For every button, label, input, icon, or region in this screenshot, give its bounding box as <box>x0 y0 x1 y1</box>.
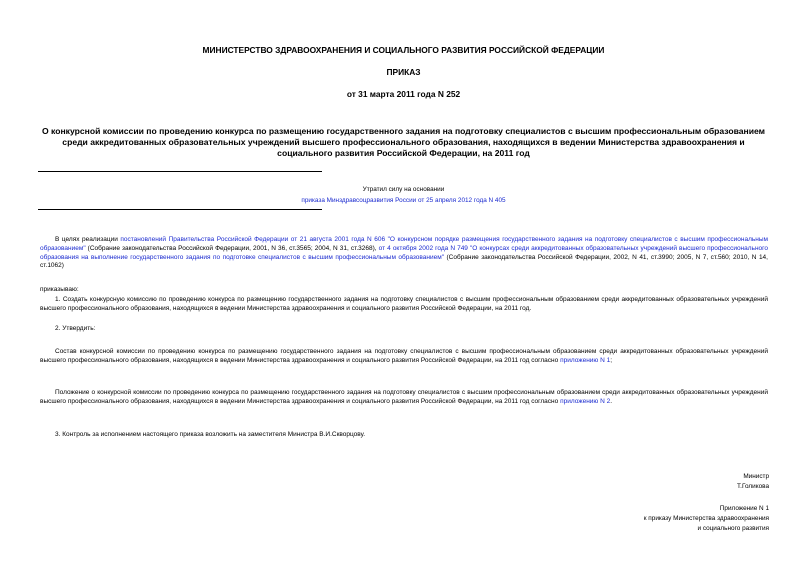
preamble-text-1: В целях реализации <box>55 236 118 243</box>
appendix-2-link[interactable]: приложению N 2 <box>560 397 611 405</box>
composition-tail: ; <box>610 356 613 364</box>
lost-force-text: Утратил силу на основании <box>362 186 445 193</box>
signature-name: Т.Голикова <box>736 483 769 490</box>
preamble-link-decree-606[interactable]: постановлений Правительства Российской Федерации от 21 августа 2001 года N 606 "О конкурсном порядке размещения государственного задания на подготовку специалистов с высшим профессиональным образованием" <box>40 236 768 252</box>
regulation-paragraph <box>40 389 768 407</box>
date-number-heading: от 31 марта 2011 года N 252 <box>346 89 461 99</box>
document-title: О конкурсной комиссии по проведению конкурса по размещению государственного задания на подготовку специалистов с высшим профессиональным образованием среди аккредитованных образовательных учреждений высшего профессионального образования, находящихся в ведении Министерства здравоохранения и социального развития Российской Федерации, на 2011 год <box>41 126 766 159</box>
regulation-text: Положение о конкурсной комиссии по проведению конкурса по размещению государственного задания на подготовку специалистов с высшим профессиональным образованием среди аккредитованных образовательных учреждений высшего профессионального образования, находящихся в ведении Министерства здравоохранения и социального развития Российской Федерации, на 2011 год согласно <box>40 389 768 405</box>
ministry-heading: МИНИСТЕРСТВО ЗДРАВООХРАНЕНИЯ И СОЦИАЛЬНОГО РАЗВИТИЯ РОССИЙСКОЙ ФЕДЕРАЦИИ <box>202 45 605 55</box>
doc-type-heading: ПРИКАЗ <box>386 67 421 77</box>
appendix-1-link[interactable]: приложению N 1 <box>560 356 611 364</box>
appendix-ref-line-1: к приказу Министерства здравоохранения <box>643 515 769 522</box>
lost-force-link[interactable]: приказа Минздравсоцразвития России от 25 апреля 2012 года N 405 <box>301 197 506 204</box>
appendix-label: Приложение N 1 <box>719 505 769 512</box>
item-2-paragraph: 2. Утвердить: <box>55 325 96 332</box>
preamble-paragraph <box>40 236 768 271</box>
preamble-link-decree-749[interactable]: от 4 октября 2002 года N 749 "О конкурсах среди аккредитованных образовательных учреждений высшего профессионального образования на выполнение государственного задания по подготовке специалистов с высшим профессиональным образованием" <box>40 244 768 261</box>
lost-force-line <box>0 196 807 205</box>
preamble-text-3: (Собрание законодательства Российской Федерации, 2002, N 41, ст.3990; 2005, N 7, ст.560; 2010, N 14, ст.1062) <box>40 253 768 270</box>
item-3-paragraph: 3. Контроль за исполнением настоящего приказа возложить на заместителя Министра В.И.Скворцову. <box>55 431 366 438</box>
appendix-ref-line-2: и социального развития <box>697 525 769 532</box>
item-1-paragraph: 1. Создать конкурсную комиссию по проведению конкурса по размещению государственного задания на подготовку специалистов с высшим профессиональным образованием среди аккредитованных образовательных учреждений высшего профессионального образования, находящихся в ведении Министерства здравоохранения и социального развития Российской Федерации, на 2011 год. <box>40 296 768 312</box>
signature-position: Министр <box>743 473 769 480</box>
separator-top <box>38 171 322 172</box>
regulation-tail: . <box>610 397 613 405</box>
separator-bottom <box>38 209 322 210</box>
composition-text: Состав конкурсной комиссии по проведению конкурса по размещению государственного задания на подготовку специалистов с высшим профессиональным образованием среди аккредитованных образовательных учреждений высшего профессионального образования, находящихся в ведении Министерства здравоохранения и социального развития Российской Федерации, на 2011 год согласно <box>40 348 768 364</box>
composition-paragraph <box>40 348 768 366</box>
order-word: приказываю: <box>40 286 79 293</box>
preamble-text-2: (Собрание законодательства Российской Федерации, 2001, N 36, ст.3565; 2004, N 31, ст.3268), <box>85 244 377 252</box>
